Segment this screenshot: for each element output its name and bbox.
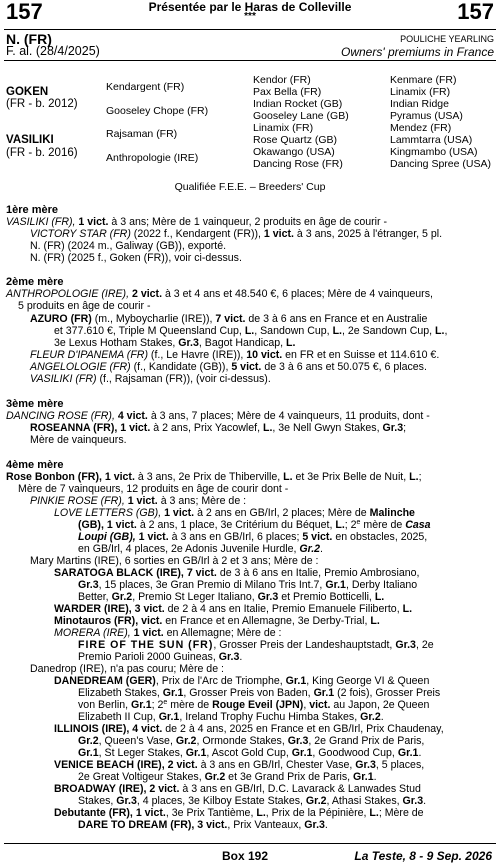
- great-grandparent: Gooseley Lane (GB): [253, 110, 349, 122]
- text-line: et 377.610 €, Triple M Queensland Cup, L., Sandown Cup, L., 2e Sandown Cup, L.,: [54, 325, 448, 337]
- text-line: DANCING ROSE (FR), 4 vict. à 3 ans, 7 places; Mère de 4 vainqueurs, 11 produits, dont -: [6, 410, 430, 422]
- text-line: Mère de vainqueurs.: [30, 434, 127, 446]
- great-grandparent: Indian Rocket (GB): [253, 98, 343, 110]
- presenter-title: Présentée par le Haras de Colleville: [148, 0, 352, 14]
- text-line: AZURO (FR) (m., Myboycharlie (IRE)), 7 vict. de 3 à 6 ans en France et en Australie: [30, 313, 428, 325]
- great-grandparent: Okawango (USA): [253, 146, 335, 158]
- text-line: WARDER (IRE), 3 vict. de 2 à 4 ans en Italie, Premio Emanuele Filiberto, L.: [54, 603, 413, 615]
- text-line: VENICE BEACH (IRE), 2 vict. à 3 ans en GB/Irl, Chester Vase, Gr.3, 5 places,: [54, 759, 425, 771]
- text-line: VASILIKI (FR), 1 vict. à 3 ans; Mère de 1 vainqueur, 2 produits en âge de courir -: [6, 216, 388, 228]
- great-great-grandparent: Indian Ridge: [390, 98, 449, 110]
- text-line: LOVE LETTERS (GB), 1 vict. à 2 ans en GB/Irl, 2 places; Mère de Malinche: [54, 507, 415, 519]
- great-great-grandparent: Kenmare (FR): [390, 74, 457, 86]
- sire-name: GOKEN: [6, 86, 49, 98]
- text-line: Elizabeth II Cup, Gr.1, Ireland Trophy Fuchu Himba Stakes, Gr.2.: [78, 711, 384, 723]
- text-line: Mère de 7 vainqueurs, 12 produits en âge de courir dont -: [18, 483, 289, 495]
- text-line: N. (FR) (2025 f., Goken (FR)), voir ci-dessus.: [30, 252, 242, 264]
- text-line: DANEDREAM (GER), Prix de l'Arc de Triomphe, Gr.1, King George VI & Queen: [54, 675, 430, 687]
- bottom-rule: [4, 843, 496, 844]
- text-line: N. (FR) (2024 m., Galiway (GB)), exporté.: [30, 240, 227, 252]
- text-line: Debutante (FR), 1 vict., 3e Prix Tantième, L., Prix de la Pépinière, L.; Mère de: [54, 807, 424, 819]
- text-line: SARATOGA BLACK (IRE), 7 vict. de 3 à 6 ans en Italie, Premio Ambrosiano,: [54, 567, 420, 579]
- text-line: Mary Martins (IRE), 6 sorties en GB/Irl à 2 et 3 ans; Mère de :: [30, 555, 319, 567]
- text-line: Better, Gr.2, Premio St Leger Italiano, Gr.3 et Premio Botticelli, L.: [78, 591, 385, 603]
- text-line: (GB), 1 vict. à 2 ans, 1 place, 3e Critérium du Béquet, L.; 2e mère de Casa: [78, 519, 431, 531]
- text-line: Gr.3, 15 places, 3e Gran Premio di Milano Tris Int.7, Gr.1, Derby Italiano: [78, 579, 418, 591]
- section-title: 4ème mère: [6, 459, 64, 471]
- grandparent: Gooseley Chope (FR): [106, 105, 209, 117]
- top-rule: [4, 29, 496, 30]
- great-grandparent: Rose Quartz (GB): [253, 134, 338, 146]
- horse-info: F. al. (28/4/2025): [6, 44, 100, 58]
- section-title: 3ème mère: [6, 398, 64, 410]
- owners-premiums: Owners' premiums in France: [341, 45, 494, 59]
- text-line: ILLINOIS (IRE), 4 vict. de 2 à 4 ans, 2025 en France et en GB/Irl, Prix Chaudenay,: [54, 723, 444, 735]
- text-line: PINKIE ROSE (FR), 1 vict. à 3 ans; Mère de :: [30, 495, 247, 507]
- great-grandparent: Pax Bella (FR): [253, 86, 322, 98]
- text-line: MORERA (IRE), 1 vict. en Allemagne; Mère de :: [54, 627, 282, 639]
- lot-number-left: 157: [6, 0, 43, 24]
- great-grandparent: Kendor (FR): [253, 74, 311, 86]
- text-line: FIRE OF THE SUN (FR), Grosser Preis der Landeshauptstadt, Gr.3, 2e: [78, 639, 434, 651]
- text-line: Gr.2, Queen's Vase, Gr.2, Ormonde Stakes, Gr.3, 2e Grand Prix de Paris,: [78, 735, 425, 747]
- stars: ***: [244, 11, 256, 22]
- text-line: Minotauros (FR), vict. en France et en Allemagne, 3e Derby-Trial, L.: [54, 615, 380, 627]
- footer-box: Box 192: [222, 849, 269, 863]
- text-line: 2e Great Voltigeur Stakes, Gr.2 et 3e Grand Prix de Paris, Gr.1.: [78, 771, 377, 783]
- grandparent: Rajsaman (FR): [106, 128, 178, 140]
- text-line: Elizabeth Stakes, Gr.1, Grosser Preis von Baden, Gr.1 (2 fois), Grosser Preis: [78, 687, 441, 699]
- text-line: ROSEANNA (FR), 1 vict. à 2 ans, Prix Yacowlef, L., 3e Nell Gwyn Stakes, Gr.3;: [30, 422, 407, 434]
- text-line: DARE TO DREAM (FR), 3 vict., Prix Vanteaux, Gr.3.: [78, 819, 328, 831]
- text-line: Danedrop (IRE), n'a pas couru; Mère de :: [30, 663, 224, 675]
- text-line: 5 produits en âge de courir -: [18, 300, 151, 312]
- text-line: Gr.1, St Leger Stakes, Gr.1, Ascot Gold Cup, Gr.1, Goodwood Cup, Gr.1.: [78, 747, 422, 759]
- text-line: Stakes, Gr.3, 4 places, 3e Kilboy Estate Stakes, Gr.2, Athasi Stakes, Gr.3.: [78, 795, 427, 807]
- pedigree-rule: [4, 60, 496, 61]
- grandparent: Kendargent (FR): [106, 81, 185, 93]
- text-line: Rose Bonbon (FR), 1 vict. à 3 ans, 2e Prix de Thiberville, L. et 3e Prix Belle de Nuit, L.;: [6, 471, 422, 483]
- text-line: von Berlin, Gr.1; 2e mère de Rouge Eveil (JPN), vict. au Japon, 2e Queen: [78, 699, 430, 711]
- lot-number-right: 157: [457, 0, 494, 24]
- text-line: BROADWAY (IRE), 2 vict. à 3 ans en GB/Irl, D.C. Lavarack & Lanwades Stud: [54, 783, 421, 795]
- great-great-grandparent: Pyramus (USA): [390, 110, 463, 122]
- section-title: 1ère mère: [6, 204, 58, 216]
- dam-name: VASILIKI: [6, 134, 54, 146]
- qualification: Qualifiée F.E.E. – Breeders' Cup: [174, 181, 326, 193]
- text-line: en GB/Irl, 4 places, 2e Adonis Juvenile Hurdle, Gr.2.: [78, 543, 323, 555]
- great-great-grandparent: Lammtarra (USA): [390, 134, 473, 146]
- text-line: VICTORY STAR (FR) (2022 f., Kendargent (FR)), 1 vict. à 3 ans, 2025 à l'étranger, 5 pl.: [30, 228, 443, 240]
- great-great-grandparent: Mendez (FR): [390, 122, 452, 134]
- text-line: 3e Lexus Hotham Stakes, Gr.3, Bagot Handicap, L.: [54, 337, 296, 349]
- horse-name: N. (FR): [6, 31, 52, 47]
- text-line: VASILIKI (FR) (f., Rajsaman (FR)), (voir ci-dessus).: [30, 373, 271, 385]
- section-title: 2ème mère: [6, 276, 64, 288]
- great-great-grandparent: Linamix (FR): [390, 86, 451, 98]
- text-line: FLEUR D'IPANEMA (FR) (f., Le Havre (IRE)), 10 vict. en FR et en Suisse et 114.610 €.: [30, 349, 440, 361]
- text-line: Loupi (GB), 1 vict. à 3 ans en GB/Irl, 6 places; 5 vict. en obstacles, 2025,: [78, 531, 428, 543]
- grandparent: Anthropologie (IRE): [106, 152, 199, 164]
- text-line: ANTHROPOLOGIE (IRE), 2 vict. à 3 et 4 ans et 48.540 €, 6 places; Mère de 4 vainqueurs,: [6, 288, 433, 300]
- footer-place: La Teste, 8 - 9 Sep. 2026: [354, 849, 492, 863]
- great-grandparent: Linamix (FR): [253, 122, 314, 134]
- text-line: ANGELOLOGIE (FR) (f., Kandidate (GB)), 5 vict. de 3 à 6 ans et 50.075 €, 6 places.: [30, 361, 427, 373]
- text-line: Premio Parioli 2000 Guineas, Gr.3.: [78, 651, 243, 663]
- great-grandparent: Dancing Rose (FR): [253, 158, 343, 170]
- sire-info: (FR - b. 2012): [6, 98, 78, 110]
- great-great-grandparent: Kingmambo (USA): [390, 146, 478, 158]
- great-great-grandparent: Dancing Spree (USA): [390, 158, 491, 170]
- dam-info: (FR - b. 2016): [6, 147, 78, 159]
- horse-sex: POULICHE YEARLING: [400, 34, 494, 44]
